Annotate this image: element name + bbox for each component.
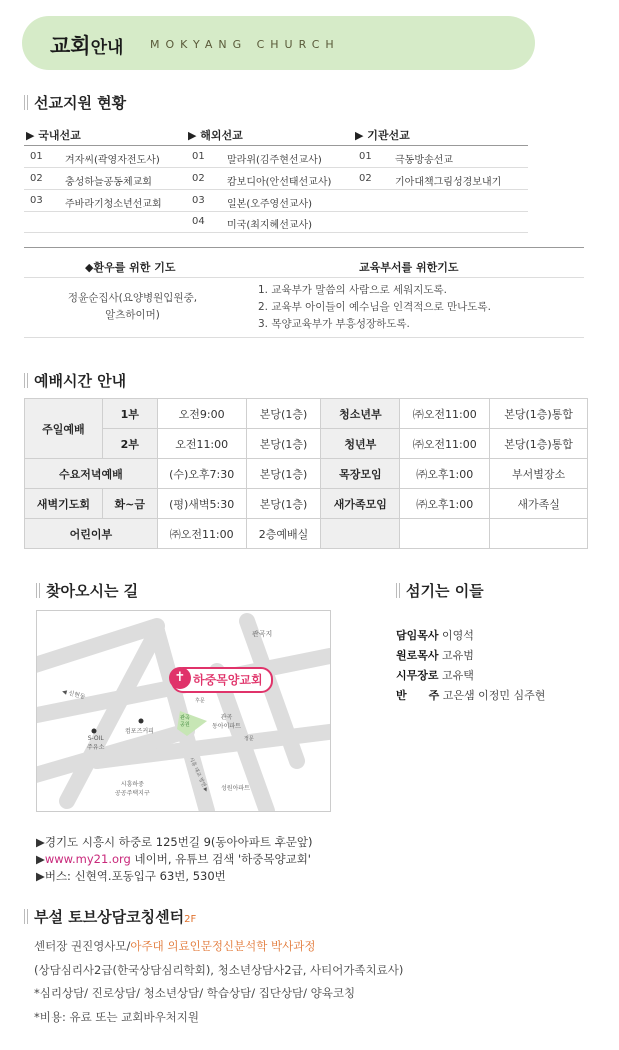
table-row	[25, 459, 588, 489]
table-cell: 2층예배실	[246, 519, 321, 549]
education-prayer-title: 교육부서를 위한기도	[359, 261, 459, 274]
list-item: 극동방송선교	[395, 155, 453, 166]
table-cell	[321, 519, 400, 549]
list-item: 시무장로 고유택	[396, 669, 474, 682]
list-item: 담임목사 이영석	[396, 629, 474, 642]
address-line: ▶경기도 시흥시 하중로 125번길 9(동아아파트 후문앞)	[36, 835, 313, 849]
table-cell: 새가족모임	[321, 489, 400, 519]
map-label: 정문	[244, 736, 254, 742]
directions-section-title: 찾아오시는 길	[36, 580, 138, 601]
list-item-number: 01	[30, 151, 43, 162]
table-cell: 목장모임	[321, 459, 400, 489]
table-cell: 오전9:00	[157, 399, 246, 429]
table-cell: 본당(1층)통합	[490, 399, 588, 429]
list-item-number: 01	[359, 151, 372, 162]
church-marker[interactable]: ✝ 하중목양교회	[171, 667, 273, 693]
list-item-number: 02	[359, 173, 372, 184]
table-cell: 1부	[102, 399, 157, 429]
directions-text	[36, 834, 312, 885]
list-item-number: 04	[192, 216, 205, 227]
location-map[interactable]	[36, 610, 331, 812]
list-item: 반 주 고은샘 이정민 심주현	[396, 689, 546, 702]
map-label: 컴포즈커피	[125, 728, 154, 735]
table-row	[25, 519, 588, 549]
map-label: 시흥 대교 방면 ▶	[187, 756, 210, 794]
list-item: 캄보디아(안선태선교사)	[227, 177, 332, 188]
table-row	[25, 399, 588, 429]
list-item-number: 01	[192, 151, 205, 162]
list-item: 1. 교육부가 말씀의 사람으로 세워지도록.	[258, 284, 447, 296]
table-cell: 청년부	[321, 429, 400, 459]
map-label: 시흥하중 공공주택지구	[115, 781, 150, 797]
list-item: 3. 목양교육부가 부흥성장하도록.	[258, 318, 410, 330]
table-cell: 부서별장소	[490, 459, 588, 489]
list-item: 충성하늘공동체교회	[65, 177, 152, 188]
table-cell: 새가족실	[490, 489, 588, 519]
table-cell: 어린이부	[25, 519, 158, 549]
table-row	[25, 429, 588, 459]
education-prayer-list	[258, 282, 491, 333]
table-cell: ㈜오후1:00	[400, 489, 490, 519]
table-cell: 주일예배	[25, 399, 103, 459]
list-item-number: 03	[192, 195, 205, 206]
table-row	[25, 489, 588, 519]
map-label: 관곡 동아이파트	[212, 714, 241, 730]
cross-icon: ✝	[169, 667, 191, 689]
table-cell: ㈜오전11:00	[157, 519, 246, 549]
list-item: 일본(오주영선교사)	[227, 199, 313, 210]
table-cell	[490, 519, 588, 549]
worship-schedule-table	[24, 398, 588, 549]
map-graphic	[37, 611, 330, 811]
website-link[interactable]: www.my21.org	[44, 852, 131, 866]
counsel-director: 센터장 권진영사모/아주대 의료인문정신분석학 박사과정	[34, 939, 316, 953]
list-item: 주바라기청소년선교회	[65, 199, 162, 210]
table-cell: 새벽기도회	[25, 489, 103, 519]
patient-prayer-text: 정윤순집사(요양병원입원중, 알츠하이머)	[67, 292, 198, 321]
table-cell: ㈜오후1:00	[400, 459, 490, 489]
overseas-heading: ▶ 해외선교	[188, 129, 243, 142]
map-label: 성원아파트	[221, 785, 250, 792]
table-cell: 본당(1층)	[246, 429, 321, 459]
table-cell: 오전11:00	[157, 429, 246, 459]
list-item: 원로목사 고유범	[396, 649, 474, 662]
staff-list	[396, 626, 545, 706]
table-cell: 2부	[102, 429, 157, 459]
map-label: 후문	[195, 698, 205, 704]
list-item: 겨자씨(곽영자전도사)	[65, 155, 160, 166]
counsel-services: *심리상담/ 진로상담/ 청소년상담/ 학습상담/ 집단상담/ 양육코칭	[34, 986, 356, 1000]
worship-section-title: 예배시간 안내	[24, 370, 126, 391]
table-cell: ㈜오전11:00	[400, 399, 490, 429]
list-item: 미국(최지혜선교사)	[227, 220, 313, 231]
table-cell: 본당(1층)	[246, 489, 321, 519]
table-cell	[400, 519, 490, 549]
map-label: 관곡 공원	[180, 715, 190, 728]
list-item-number: 03	[30, 195, 43, 206]
counsel-cost: *비용: 유료 또는 교회바우처지원	[34, 1010, 200, 1024]
list-item: 말라위(김주현선교사)	[227, 155, 322, 166]
list-item: 기아대책그림성경보내기	[395, 177, 502, 188]
table-cell: 본당(1층)	[246, 399, 321, 429]
table-cell: 본당(1층)	[246, 459, 321, 489]
page-title-english: MOKYANG CHURCH	[150, 38, 340, 51]
bus-line: ▶버스: 신현역.포동입구 63번, 530번	[36, 869, 226, 883]
counsel-section-title: 부설 토브상담코칭센터2F	[24, 906, 196, 927]
table-cell: 화~금	[102, 489, 157, 519]
table-cell: (평)새벽5:30	[157, 489, 246, 519]
map-label: S-OIL 주유소	[87, 735, 105, 751]
list-item: 2. 교육부 아이들이 예수님을 인격적으로 만나도록.	[258, 301, 491, 313]
domestic-heading: ▶ 국내선교	[26, 129, 81, 142]
table-cell: (수)오후7:30	[157, 459, 246, 489]
table-cell: 수요저녁예배	[25, 459, 158, 489]
table-cell: 본당(1층)통합	[490, 429, 588, 459]
page-title: 교회안내	[50, 34, 124, 58]
institution-heading: ▶ 기관선교	[355, 129, 410, 142]
staff-section-title: 섬기는 이들	[396, 580, 484, 601]
map-label: 관곡지	[252, 630, 273, 638]
table-cell: 청소년부	[321, 399, 400, 429]
mission-section-title: 선교지원 현황	[24, 92, 126, 113]
list-item-number: 02	[30, 173, 43, 184]
website-line: ▶www.my21.org 네이버, 유튜브 검색 '하중목양교회'	[36, 852, 311, 866]
counsel-credentials: (상담심리사2급(한국상담심리학회), 청소년상담사2급, 사티어가족치료사)	[34, 963, 404, 977]
list-item-number: 02	[192, 173, 205, 184]
patient-prayer-title: ◆환우를 위한 기도	[85, 261, 176, 274]
map-label: ◀ 신현동	[61, 687, 87, 701]
table-cell: ㈜오전11:00	[400, 429, 490, 459]
